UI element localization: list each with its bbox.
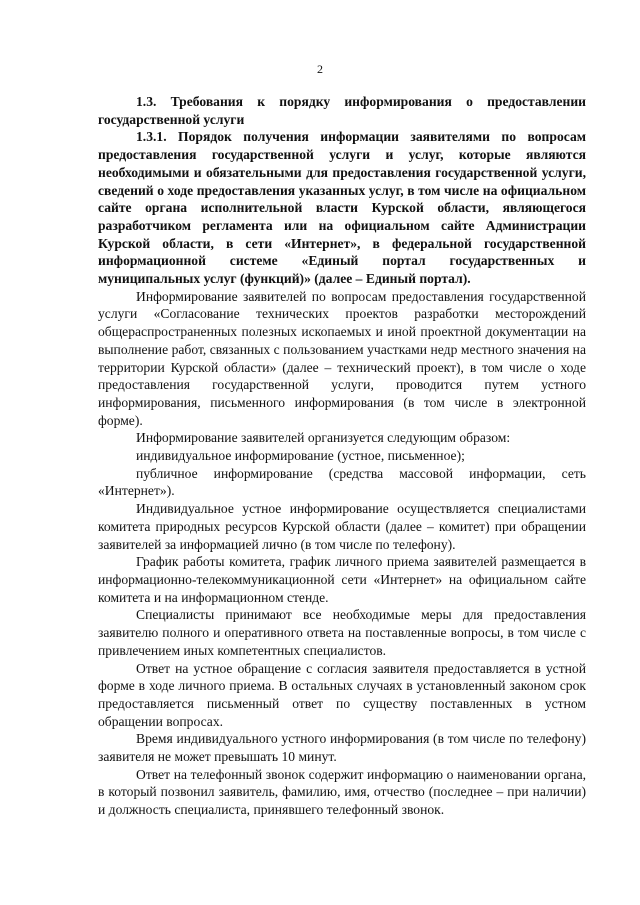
- document-body: [98, 93, 586, 819]
- paragraph-time-limit: Время индивидуального устного информирования (в том числе по телефону) заявителя не может превышать 10 минут.: [98, 731, 586, 765]
- page-number: 2: [317, 62, 323, 76]
- paragraph-public-informing: публичное информирование (средства массовой информации, сеть «Интернет»).: [98, 465, 586, 499]
- paragraph-informing-overview: Информирование заявителей по вопросам предоставления государственной услуги «Согласование технических проектов разработки месторождений общераспространенных полезных ископаемых и иной проектной документации на выполнение работ, связанных с пользованием участками недр местного значения на территории Курской области» (далее – технический проект), в том числе о ходе предоставления государственной услуги, проводится путем устного информирования, письменного информирования (в том числе в электронной форме).: [98, 288, 586, 428]
- subsection-heading: 1.3.1. Порядок получения информации заявителями по вопросам предоставления государственной услуги и услуг, которые являются необходимыми и обязательными для предоставления государственной услуги, сведений о ходе предоставления указанных услуг, в том числе на официальном сайте органа исполнительной власти Курской области, являющегося разработчиком регламента или на официальном сайте Администрации Курской области, в сети «Интернет», в федеральной государственной информационной системе «Единый портал государственных и муниципальных услуг (функций)» (далее – Единый портал).: [98, 129, 586, 287]
- section-heading: 1.3. Требования к порядку информирования о предоставлении государственной услуги: [98, 94, 586, 127]
- paragraph-phone-response: Ответ на телефонный звонок содержит информацию о наименовании органа, в который позвонил заявитель, фамилию, имя, отчество (последнее – при наличии) и должность специалиста, принявшего телефонный звонок.: [98, 766, 586, 818]
- paragraph-specialists: Специалисты принимают все необходимые меры для предоставления заявителю полного и оперативного ответа на поставленные вопросы, в том числе с привлечением иных компетентных специалистов.: [98, 607, 586, 658]
- paragraph-individual-informing: индивидуальное информирование (устное, письменное);: [136, 448, 465, 464]
- paragraph-organization: Информирование заявителей организуется следующим образом:: [136, 430, 511, 446]
- paragraph-schedule: График работы комитета, график личного приема заявителей размещается в информационно-телекоммуникационной сети «Интернет» на официальном сайте комитета и на информационном стенде.: [98, 554, 586, 605]
- paragraph-oral-response: Ответ на устное обращение с согласия заявителя предоставляется в устной форме в ходе личного приема. В остальных случаях в установленный законом срок предоставляется письменный ответ по существу поставленных в устном обращении вопросах.: [98, 660, 586, 729]
- paragraph-oral-informing: Индивидуальное устное информирование осуществляется специалистами комитета природных ресурсов Курской области (далее – комитет) при обращении заявителей за информацией лично (в том числе по телефону).: [98, 501, 586, 552]
